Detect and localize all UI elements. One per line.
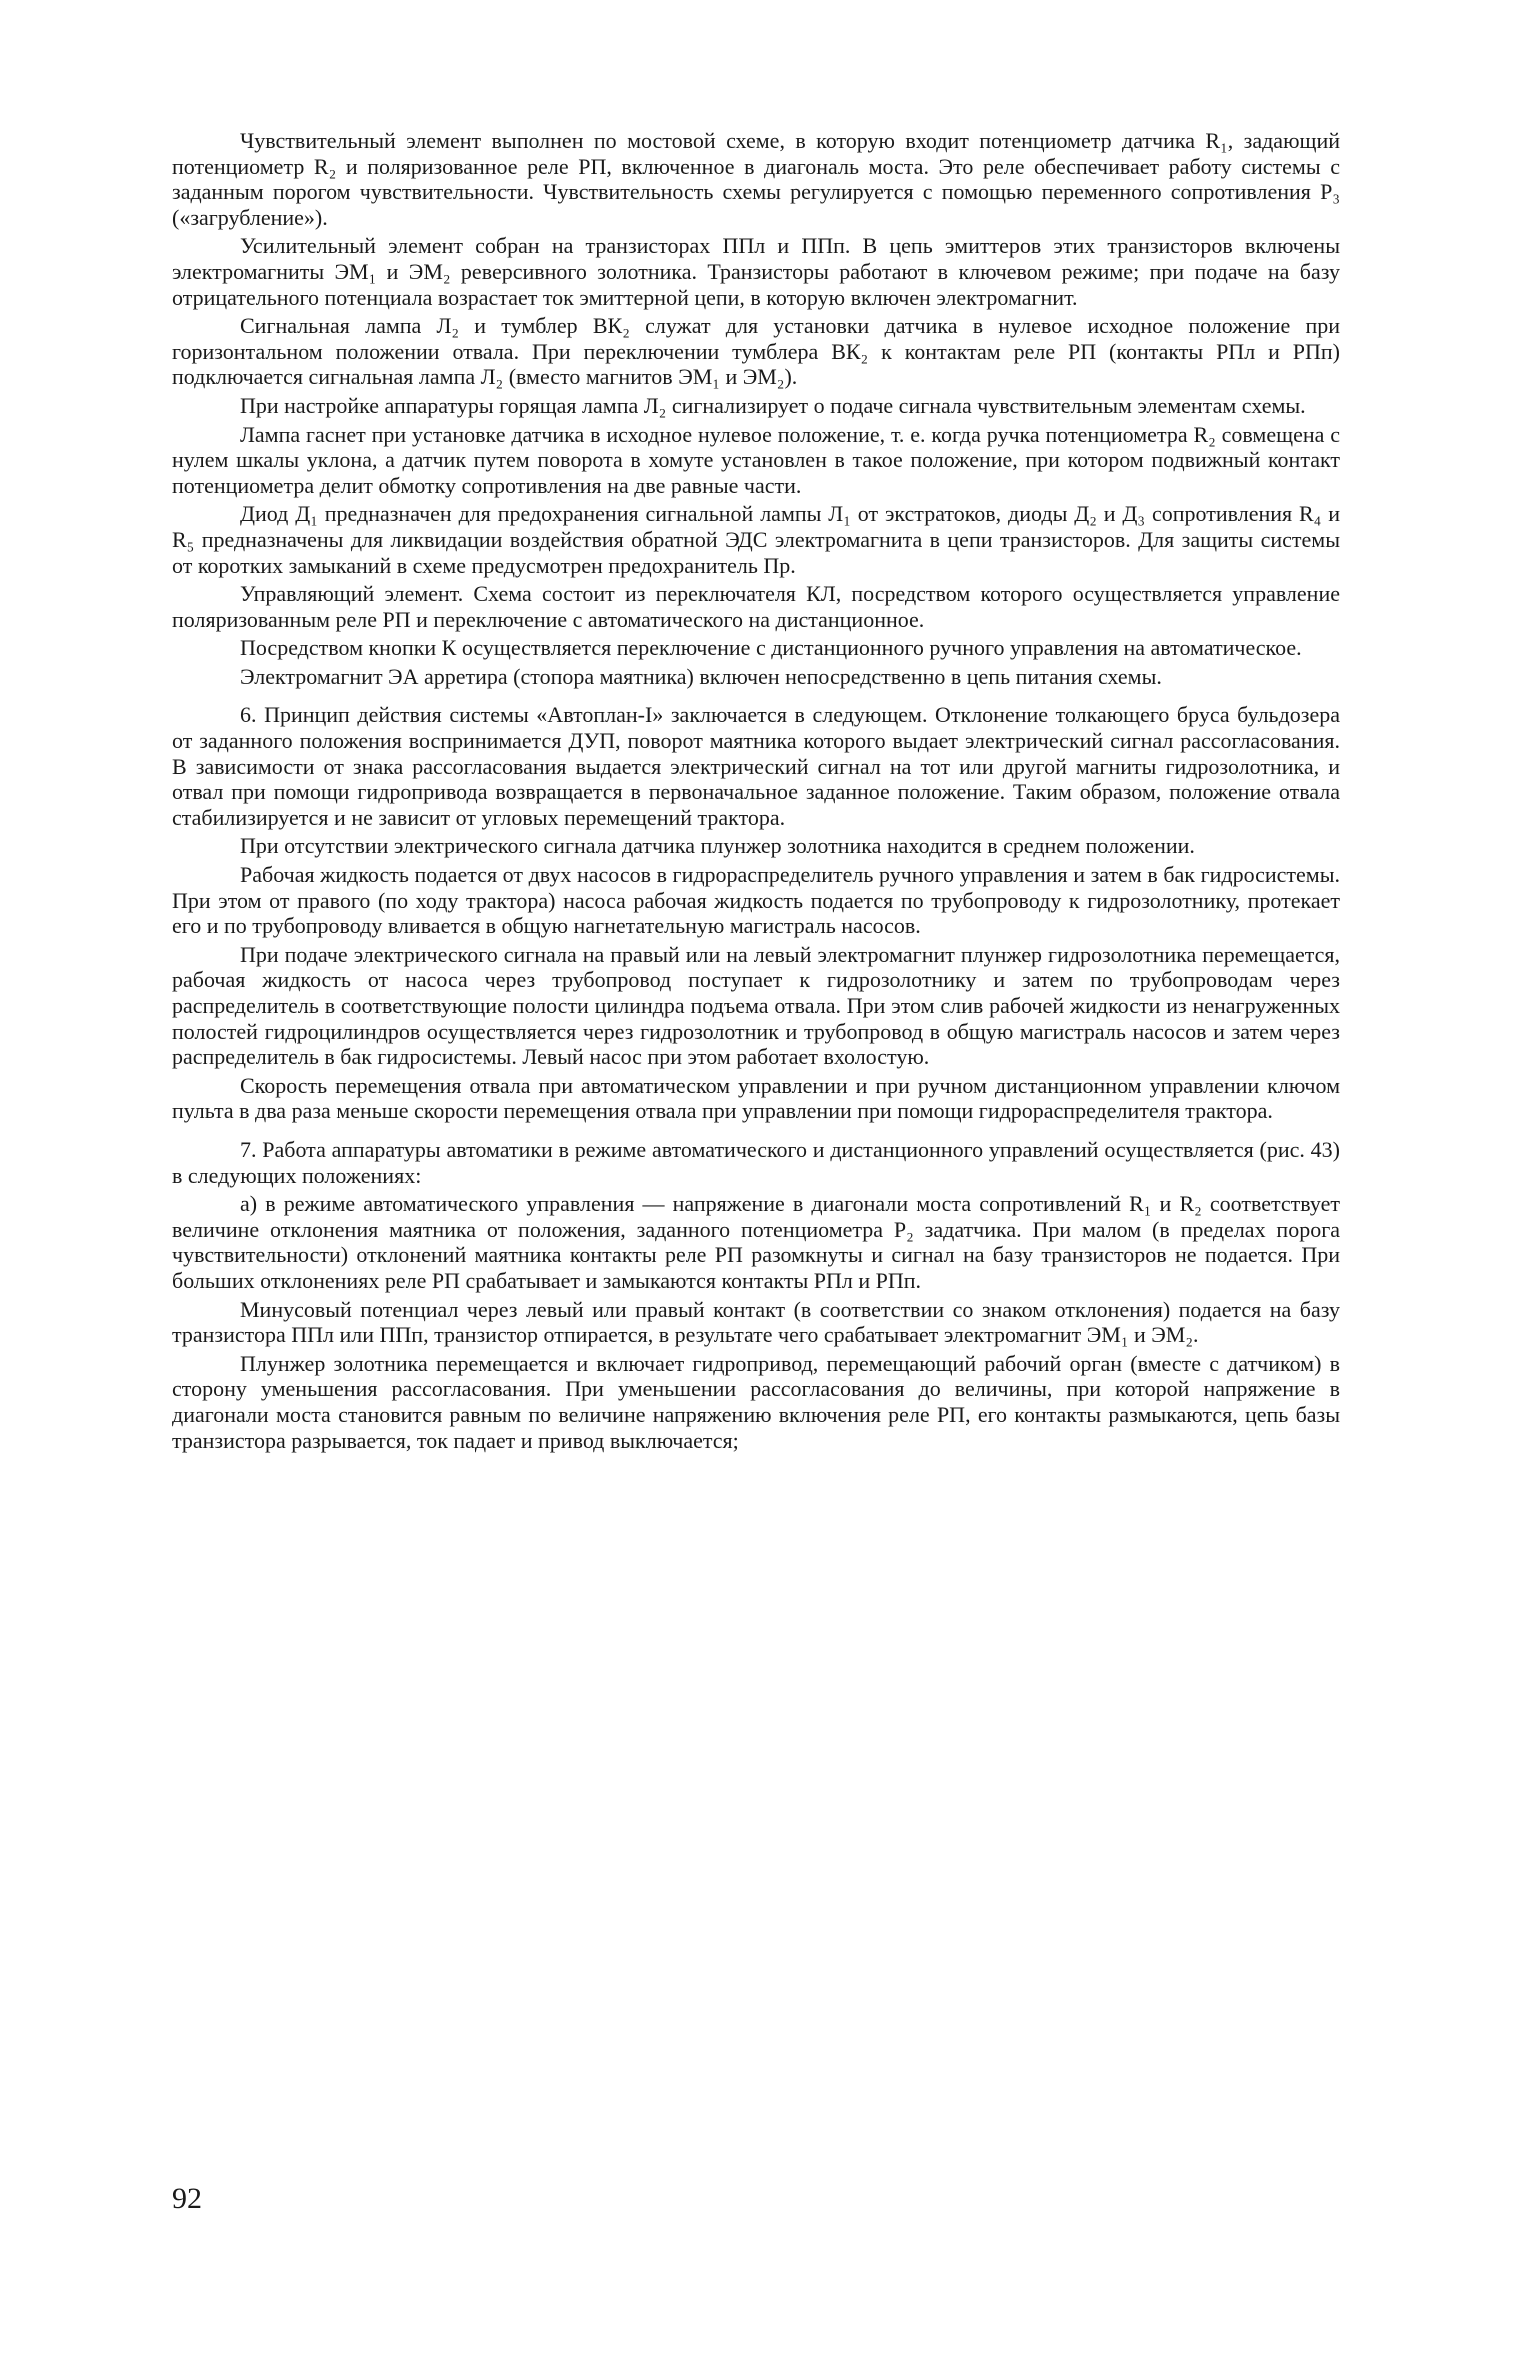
paragraph-diodes: Диод Д₁ предназначен для предохранения сигнальной лампы Л₁ от экстратоков, диоды Д₂ и Д₃ сопротивления R₄ и R₅ предназначены для ликвидации воздействия обратной ЭДС электромагнита в цепи транзисторов. Для защиты системы от коротких замыканий в схеме предусмотрен предохранитель Пр. — [172, 501, 1340, 578]
paragraph-signal-applied: При подаче электрического сигнала на правый или на левый электромагнит плунжер гидрозолотника перемещается, рабочая жидкость от насоса через трубопровод поступает к гидрозолотнику и затем по трубопроводам через распределитель в соответствующие полости цилиндра подъема отвала. При этом слив рабочей жидкости из ненагруженных полостей гидроцилиндров осуществляется через гидрозолотник и трубопровод в общую магистраль насосов и затем через распределитель в бак гидросистемы. Левый насос при этом работает вхолостую. — [172, 941, 1340, 1070]
paragraph-section-6: 6. Принцип действия системы «Автоплан-I» заключается в следующем. Отклонение толкающего бруса бульдозера от заданного положения воспринимается ДУП, поворот маятника которого выдает электрический сигнал рассогласования. В зависимости от знака рассогласования выдается электрический сигнал на тот или другой магниты гидрозолотника, и отвал при помощи гидропривода возвращается в первоначальное заданное положение. Таким образом, положение отвала стабилизируется и не зависит от угловых перемещений трактора. — [172, 702, 1340, 830]
paragraph-minus-potential: Минусовый потенциал через левый или правый контакт (в соответствии со знаком отклонения) подается на базу транзистора ППл или ППп, транзистор отпирается, в результате чего срабатывает электромагнит ЭМ₁ и ЭМ₂. — [172, 1296, 1340, 1348]
paragraph-signal-lamp: Сигнальная лампа Л₂ и тумблер ВК₂ служат для установки датчика в нулевое исходное положение при горизонтальном положении отвала. При переключении тумблера ВК₂ к контактам реле РП (контакты РПл и РПп) подключается сигнальная лампа Л₂ (вместо магнитов ЭМ₁ и ЭМ₂). — [172, 313, 1340, 390]
paragraph-electromagnet-ea: Электромагнит ЭА арретира (стопора маятника) включен непосредственно в цепь питания схемы. — [240, 663, 1162, 689]
paragraph-amplifier-element: Усилительный элемент собран на транзисторах ППл и ППп. В цепь эмиттеров этих транзисторов включены электромагниты ЭМ₁ и ЭМ₂ реверсивного золотника. Транзисторы работают в ключевом режиме; при подаче на базу отрицательного потенциала возрастает ток эмиттерной цепи, в которую включен электромагнит. — [172, 233, 1340, 310]
paragraph-button-k: Посредством кнопки К осуществляется переключение с дистанционного ручного управления на автоматическое. — [240, 635, 1302, 661]
paragraph-plunger: Плунжер золотника перемещается и включает гидропривод, перемещающий рабочий орган (вместе с датчиком) в сторону уменьшения рассогласования. При уменьшении рассогласования до величины, при которой напряжение в диагонали моста становится равным по величине напряжению включения реле РП, его контакты размыкаются, цепь базы транзистора разрывается, ток падает и привод выключается; — [172, 1350, 1340, 1453]
paragraph-working-fluid: Рабочая жидкость подается от двух насосов в гидрораспределитель ручного управления и затем в бак гидросистемы. При этом от правого (по ходу трактора) насоса рабочая жидкость подается по трубопроводу к гидрозолотнику, протекает его и по трубопроводу вливается в общую нагнетательную магистраль насосов. — [172, 862, 1340, 939]
paragraph-no-signal: При отсутствии электрического сигнала датчика плунжер золотника находится в среднем положении. — [240, 833, 1195, 859]
paragraph-lamp-setup: При настройке аппаратуры горящая лампа Л₂ сигнализирует о подаче сигнала чувствительным элементам схемы. — [240, 392, 1306, 418]
document-page — [172, 128, 1340, 2328]
paragraph-control-element: Управляющий элемент. Схема состоит из переключателя КЛ, посредством которого осуществляется управление поляризованным реле РП и переключение с автоматического на дистанционное. — [172, 581, 1340, 632]
section-gap — [172, 692, 1340, 702]
paragraph-sensitive-element: Чувствительный элемент выполнен по мостовой схеме, в которую входит потенциометр датчика R₁, задающий потенциометр R₂ и поляризованное реле РП, включенное в диагональ моста. Это реле обеспечивает работу системы с заданным порогом чувствительности. Чувствительность схемы регулируется с помощью переменного сопротивления Р₃ («загрубление»). — [172, 128, 1340, 230]
paragraph-speed: Скорость перемещения отвала при автоматическом управлении и при ручном дистанционном управлении ключом пульта в два раза меньше скорости перемещения отвала при управлении при помощи гидрораспределителя трактора. — [172, 1072, 1340, 1124]
paragraph-lamp-off: Лампа гаснет при установке датчика в исходное нулевое положение, т. е. когда ручка потенциометра R₂ совмещена с нулем шкалы уклона, а датчик путем поворота в хомуте установлен в такое положение, при котором подвижный контакт потенциометра делит обмотку сопротивления на две равные части. — [172, 421, 1340, 498]
paragraph-section-7: 7. Работа аппаратуры автоматики в режиме автоматического и дистанционного управлений осуществляется (рис. 43) в следующих положениях: — [172, 1136, 1340, 1188]
page-number: 92 — [172, 2182, 202, 2215]
paragraph-item-a: а) в режиме автоматического управления — напряжение в диагонали моста сопротивлений R₁ и R₂ соответствует величине отклонения маятника от положения, заданного потенциометра Р₂ задатчика. При малом (в пределах порога чувствительности) отклонений маятника контакты реле РП разомкнуты и сигнал на базу транзисторов не подается. При больших отклонениях реле РП срабатывает и замыкаются контакты РПл и РПп. — [172, 1191, 1340, 1293]
section-gap — [172, 1127, 1340, 1137]
